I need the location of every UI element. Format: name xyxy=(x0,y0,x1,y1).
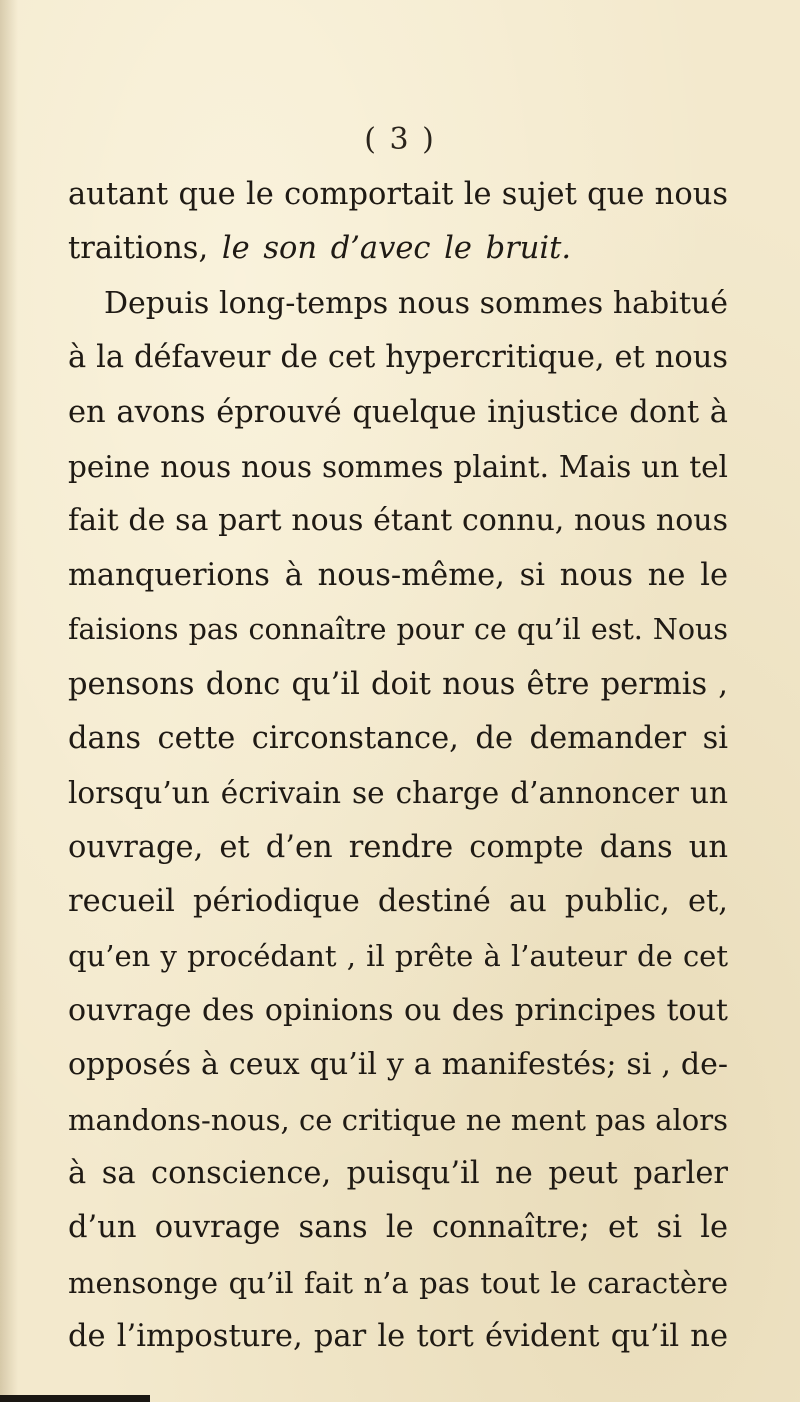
text-line: fait de sa part nous étant connu, nous nous xyxy=(68,503,728,539)
text-line xyxy=(68,222,728,276)
page-edge-shadow xyxy=(0,0,18,1402)
text-line: faisions pas connaître pour ce qu’il est. Nous xyxy=(68,613,728,647)
text-line: autant que le comportait le sujet que nous xyxy=(68,177,728,212)
text-line: pensons donc qu’il doit nous être permis , xyxy=(68,666,728,702)
text-line-segment: traitions, xyxy=(68,231,209,267)
text-line: à la défaveur de cet hypercritique, et nous xyxy=(68,340,728,376)
text-line: mandons-nous, ce critique ne ment pas alors xyxy=(68,1102,728,1137)
text-line: de l’imposture, par le tort évident qu’il ne xyxy=(68,1319,728,1355)
italic-phrase: le son d’avec le bruit. xyxy=(221,231,572,267)
text-line: Depuis long-temps nous sommes habitué xyxy=(104,285,728,321)
text-line: recueil périodique destiné au public, et, xyxy=(68,884,728,920)
text-line: d’un ouvrage sans le connaître; et si le xyxy=(68,1210,728,1246)
body-text xyxy=(68,168,728,1365)
text-line: lorsqu’un écrivain se charge d’annoncer un xyxy=(68,776,728,811)
text-line: à sa conscience, puisqu’il ne peut parler xyxy=(68,1156,728,1192)
text-line: peine nous nous sommes plaint. Mais un tel xyxy=(68,449,728,484)
text-line: qu’en y procédant , il prête à l’auteur de cet xyxy=(68,939,728,974)
bottom-edge-mark xyxy=(0,1395,150,1402)
text-line: ouvrage, et d’en rendre compte dans un xyxy=(68,829,728,865)
text-line: en avons éprouvé quelque injustice dont à xyxy=(68,394,728,430)
text-line: manquerions à nous-même, si nous ne le xyxy=(68,557,728,593)
text-line: ouvrage des opinions ou des principes tout xyxy=(68,992,728,1028)
text-line: opposés à ceux qu’il y a manifestés; si , de- xyxy=(68,1047,728,1083)
text-line: dans cette circonstance, de demander si xyxy=(68,720,728,756)
text-line: mensonge qu’il fait n’a pas tout le caractère xyxy=(68,1265,728,1300)
page-number: ( 3 ) xyxy=(364,122,436,157)
